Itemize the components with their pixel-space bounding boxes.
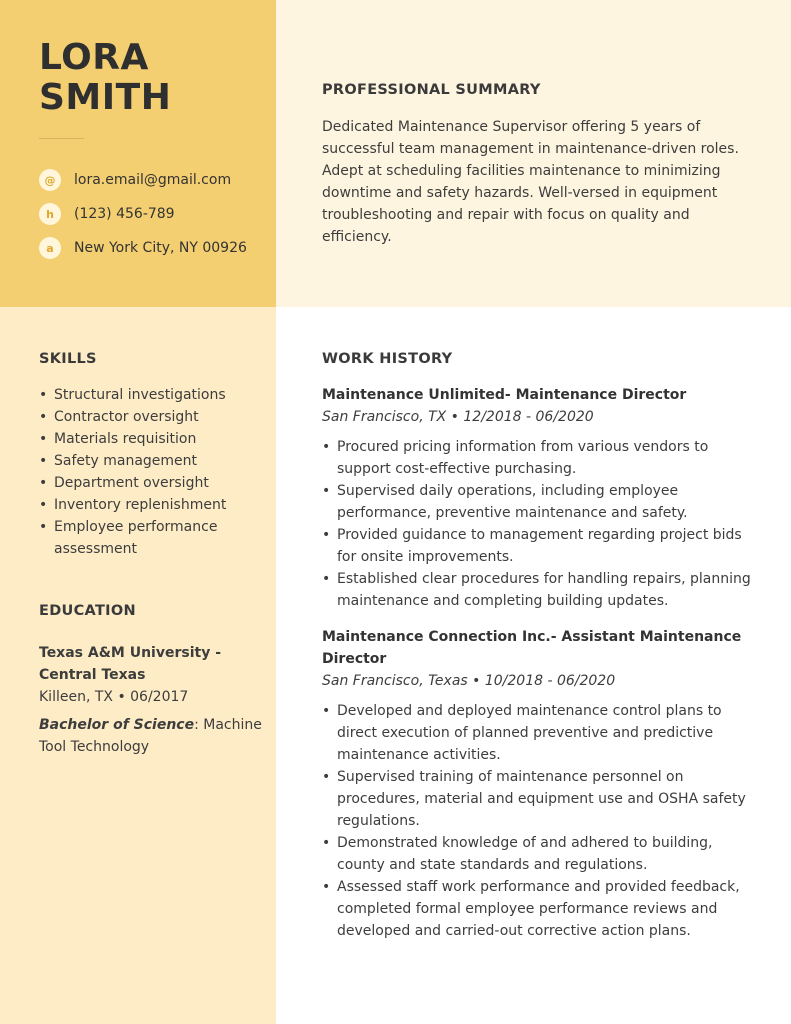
job-bullet: • Supervised training of maintenance personnel on procedures, material and equipment use and OSHA safety regulations.: [337, 766, 762, 832]
email-text[interactable]: lora.email@gmail.com: [74, 172, 232, 188]
job-bullet: • Established clear procedures for handling repairs, planning maintenance and completing building updates.: [337, 568, 762, 612]
education-location-date: Killeen, TX • 06/2017: [39, 689, 189, 705]
job-heading: Maintenance Unlimited- Maintenance Director: [322, 387, 687, 403]
email-icon: @: [39, 169, 61, 191]
job-bullets: [322, 436, 762, 612]
skill-item: • Materials requisition: [54, 428, 279, 450]
education-degree-line: [39, 714, 264, 758]
skill-item: • Contractor oversight: [54, 406, 279, 428]
contact-list: [39, 163, 247, 265]
contact-phone: [39, 197, 247, 231]
summary-heading: PROFESSIONAL SUMMARY: [322, 82, 541, 98]
skills-heading: SKILLS: [39, 351, 97, 367]
work-history-list: [322, 384, 762, 956]
first-name: LORA: [39, 37, 149, 78]
education-entry: [39, 642, 264, 758]
address-text: New York City, NY 00926: [74, 240, 247, 256]
candidate-name: [39, 38, 171, 118]
job-bullets: [322, 700, 762, 942]
skill-item: • Department oversight: [54, 472, 279, 494]
job-bullet: • Provided guidance to management regarding project bids for onsite improvements.: [337, 524, 762, 568]
job-meta: San Francisco, Texas • 10/2018 - 06/2020: [322, 673, 616, 689]
contact-email: [39, 163, 247, 197]
education-field: : Machine Tool Technology: [39, 717, 262, 755]
address-icon: a: [39, 237, 61, 259]
work-history-heading: WORK HISTORY: [322, 351, 453, 367]
job-entry: [322, 626, 762, 942]
contact-address: [39, 231, 247, 265]
job-bullet: • Supervised daily operations, including employee performance, preventive maintenance and safety.: [337, 480, 762, 524]
job-entry: [322, 384, 762, 612]
phone-text: (123) 456-789: [74, 206, 175, 222]
job-bullet: • Assessed staff work performance and provided feedback, completed formal employee performance reviews and developed and carried-out corrective action plans.: [337, 876, 762, 942]
summary-text: Dedicated Maintenance Supervisor offering 5 years of successful team management in maintenance-driven roles. Adept at scheduling facilities maintenance to minimizing downtime and safety hazards. Well-versed in equipment troubleshooting and repair with focus on quality and efficiency.: [322, 119, 739, 245]
job-heading: Maintenance Connection Inc.- Assistant Maintenance Director: [322, 629, 742, 667]
skill-item: • Employee performance assessment: [54, 516, 279, 560]
phone-icon: h: [39, 203, 61, 225]
education-degree: Bachelor of Science: [39, 717, 195, 733]
job-bullet: • Demonstrated knowledge of and adhered to building, county and state standards and regulations.: [337, 832, 762, 876]
education-school: Texas A&M University - Central Texas: [39, 645, 222, 683]
skill-item: • Structural investigations: [54, 384, 279, 406]
job-bullet: • Procured pricing information from various vendors to support cost-effective purchasing.: [337, 436, 762, 480]
name-divider: [39, 138, 84, 139]
job-meta: San Francisco, TX • 12/2018 - 06/2020: [322, 409, 594, 425]
education-heading: EDUCATION: [39, 603, 136, 619]
job-bullet: • Developed and deployed maintenance control plans to direct execution of planned preventive and predictive maintenance activities.: [337, 700, 762, 766]
last-name: SMITH: [39, 77, 172, 118]
skill-item: • Safety management: [54, 450, 279, 472]
skill-item: • Inventory replenishment: [54, 494, 279, 516]
skills-list: [39, 384, 279, 560]
